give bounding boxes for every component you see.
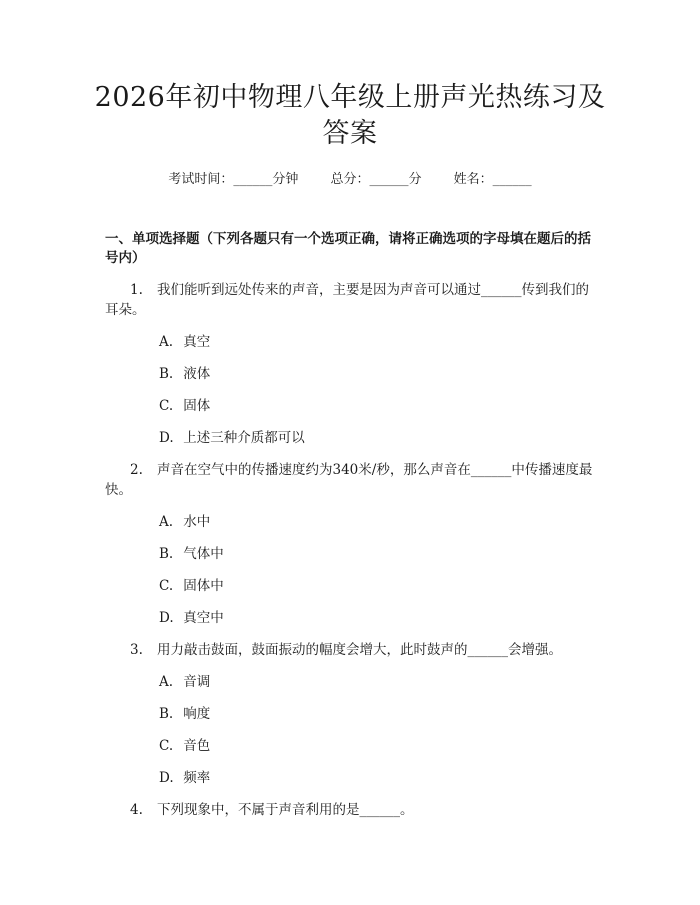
question-text: 声音在空气中的传播速度约为340米/秒，那么声音在______中传播速度最快。 (105, 462, 593, 498)
option-2c (159, 576, 224, 596)
question-number: 4. (130, 802, 143, 818)
option-1a (159, 332, 210, 352)
option-text: 音色 (183, 738, 211, 754)
option-letter: B. (159, 706, 174, 722)
option-1d (159, 428, 305, 448)
question-text: 下列现象中，不属于声音利用的是______。 (157, 802, 414, 818)
question-text: 我们能听到远处传来的声音，主要是因为声音可以通过______传到我们的耳朵。 (105, 282, 589, 318)
option-1b (159, 364, 210, 384)
option-text: 响度 (183, 706, 211, 722)
student-name: 姓名：______ (453, 172, 532, 187)
option-letter: C. (159, 738, 174, 754)
option-text: 液体 (183, 366, 211, 382)
option-3b (159, 704, 210, 724)
option-text: 真空 (183, 334, 211, 350)
option-3a (159, 672, 210, 692)
option-text: 气体中 (183, 546, 224, 562)
question-number: 3. (130, 642, 143, 658)
option-text: 音调 (183, 674, 211, 690)
option-letter: A. (159, 514, 174, 530)
option-letter: D. (159, 770, 174, 786)
question-number: 2. (130, 462, 143, 478)
option-letter: A. (159, 334, 174, 350)
option-text: 频率 (183, 770, 211, 786)
page-title: 2026年初中物理八年级上册声光热练习及答案 (94, 82, 606, 149)
option-2a (159, 512, 210, 532)
question-3 (105, 640, 600, 660)
option-2d (159, 608, 224, 628)
option-letter: C. (159, 398, 174, 414)
option-3d (159, 768, 210, 788)
option-1c (159, 396, 210, 416)
option-letter: D. (159, 610, 174, 626)
option-letter: D. (159, 430, 174, 446)
question-2 (105, 460, 600, 500)
question-4 (105, 800, 600, 820)
question-number: 1. (130, 282, 143, 298)
option-letter: C. (159, 578, 174, 594)
question-1 (105, 280, 600, 320)
total-score: 总分：______分 (330, 172, 422, 187)
option-text: 固体 (183, 398, 211, 414)
option-letter: B. (159, 546, 174, 562)
option-text: 真空中 (183, 610, 224, 626)
option-letter: A. (159, 674, 174, 690)
option-text: 上述三种介质都可以 (183, 430, 305, 446)
option-text: 水中 (183, 514, 211, 530)
exam-time: 考试时间：______分钟 (168, 172, 299, 187)
option-letter: B. (159, 366, 174, 382)
exam-meta (0, 168, 700, 187)
question-text: 用力敲击鼓面，鼓面振动的幅度会增大，此时鼓声的______会增强。 (157, 642, 562, 658)
option-text: 固体中 (183, 578, 224, 594)
option-2b (159, 544, 224, 564)
section-title: 一、单项选择题（下列各题只有一个选项正确，请将正确选项的字母填在题后的括号内） (105, 231, 591, 266)
option-3c (159, 736, 210, 756)
